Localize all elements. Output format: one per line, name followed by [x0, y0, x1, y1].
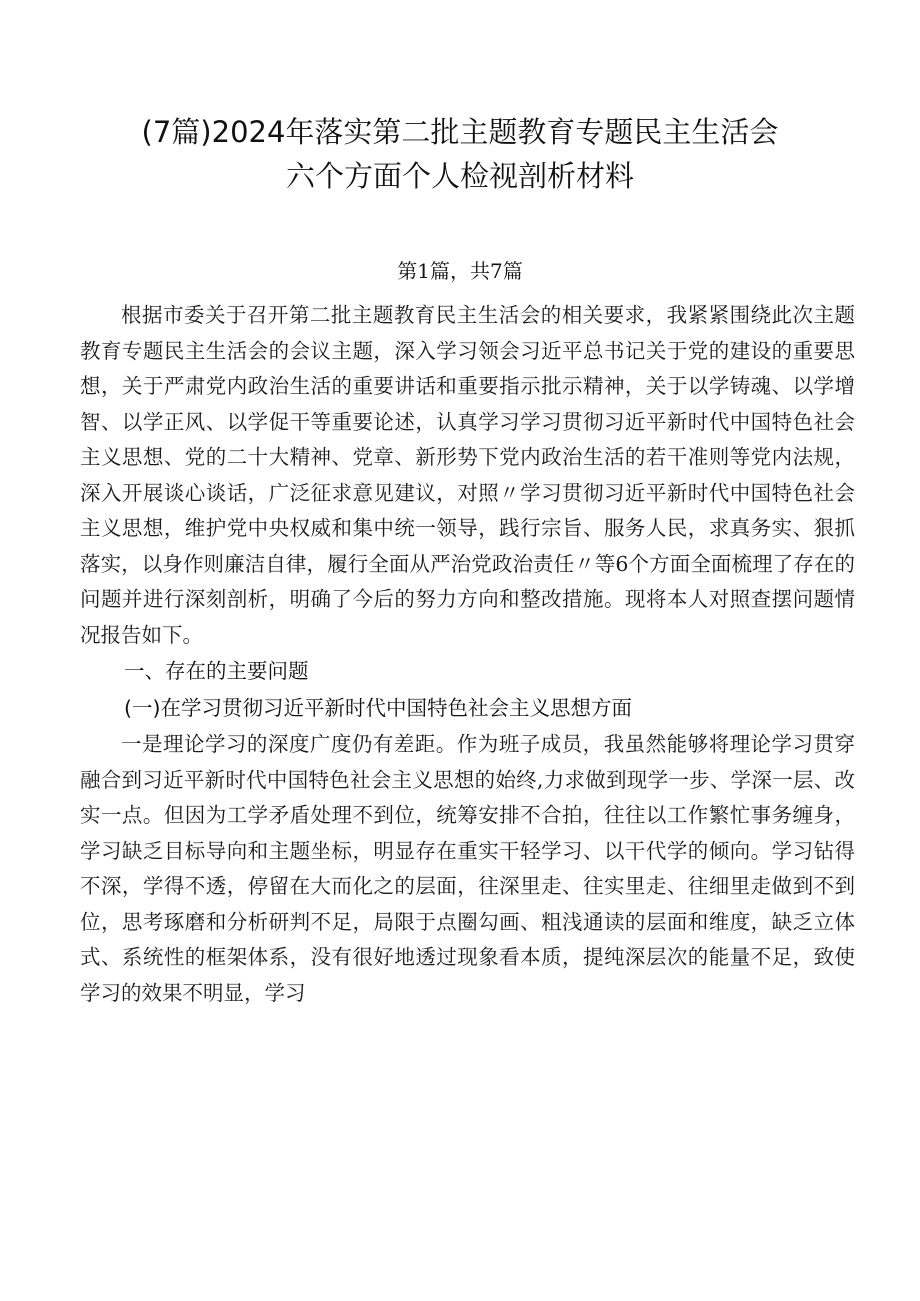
intro-paragraph: 根据市委关于召开第二批主题教育民主生活会的相关要求，我紧紧围绕此次主题教育专题民主生活会的会议主题，深入学习领会习近平总书记关于党的建设的重要思想，关于严肃党内政治生活的重要讲话和重要指示批示精神，关于以学铸魂、以学增智、以学正风、以学促干等重要论述，认真学习学习贯彻习近平新时代中国特色社会主义思想、党的二十大精神、党章、新形势下党内政治生活的若干准则等党内法规，深入开展谈心谈话，广泛征求意见建议，对照〃学习贯彻习近平新时代中国特色社会主义思想，维护党中央权威和集中统一领导，践行宗旨、服务人民，求真务实、狠抓落实，以身作则廉洁自律，履行全面从严治党政治责任〃等6个方面全面梳理了存在的问题并进行深刻剖析，明确了今后的努力方向和整改措施。现将本人对照查摆问题情况报告如下。 — [80, 303, 855, 647]
section-heading: 一、存在的主要问题 — [124, 659, 309, 683]
title-line-1: (7篇)2024年落实第二批主题教育专题民主生活会 — [141, 115, 779, 149]
document-body — [80, 298, 855, 1011]
body-paragraph: 一是理论学习的深度广度仍有差距。作为班子成员，我虽然能够将理论学习贯穿融合到习近平新时代中国特色社会主义思想的始终,力求做到现学一步、学深一层、改实一点。但因为工学矛盾处理不到位，统筹安排不合拍，往往以工作繁忙事务缠身，学习缺乏目标导向和主题坐标，明显存在重实干轻学习、以干代学的倾向。学习钻得不深，学得不透，停留在大而化之的层面，往深里走、往实里走、往细里走做到不到位，思考琢磨和分析研判不足，局限于点圈勾画、粗浅通读的层面和维度，缺乏立体式、系统性的框架体系，没有很好地透过现象看本质，提纯深层次的能量不足，致使学习的效果不明显，学习 — [80, 732, 855, 1005]
document-title — [60, 110, 860, 198]
part-label: 第1篇，共7篇 — [397, 259, 523, 283]
title-line-2: 六个方面个人检视剖析材料 — [285, 159, 634, 193]
subsection-heading: (一)在学习贯彻习近平新时代中国特色社会主义思想方面 — [124, 696, 632, 720]
